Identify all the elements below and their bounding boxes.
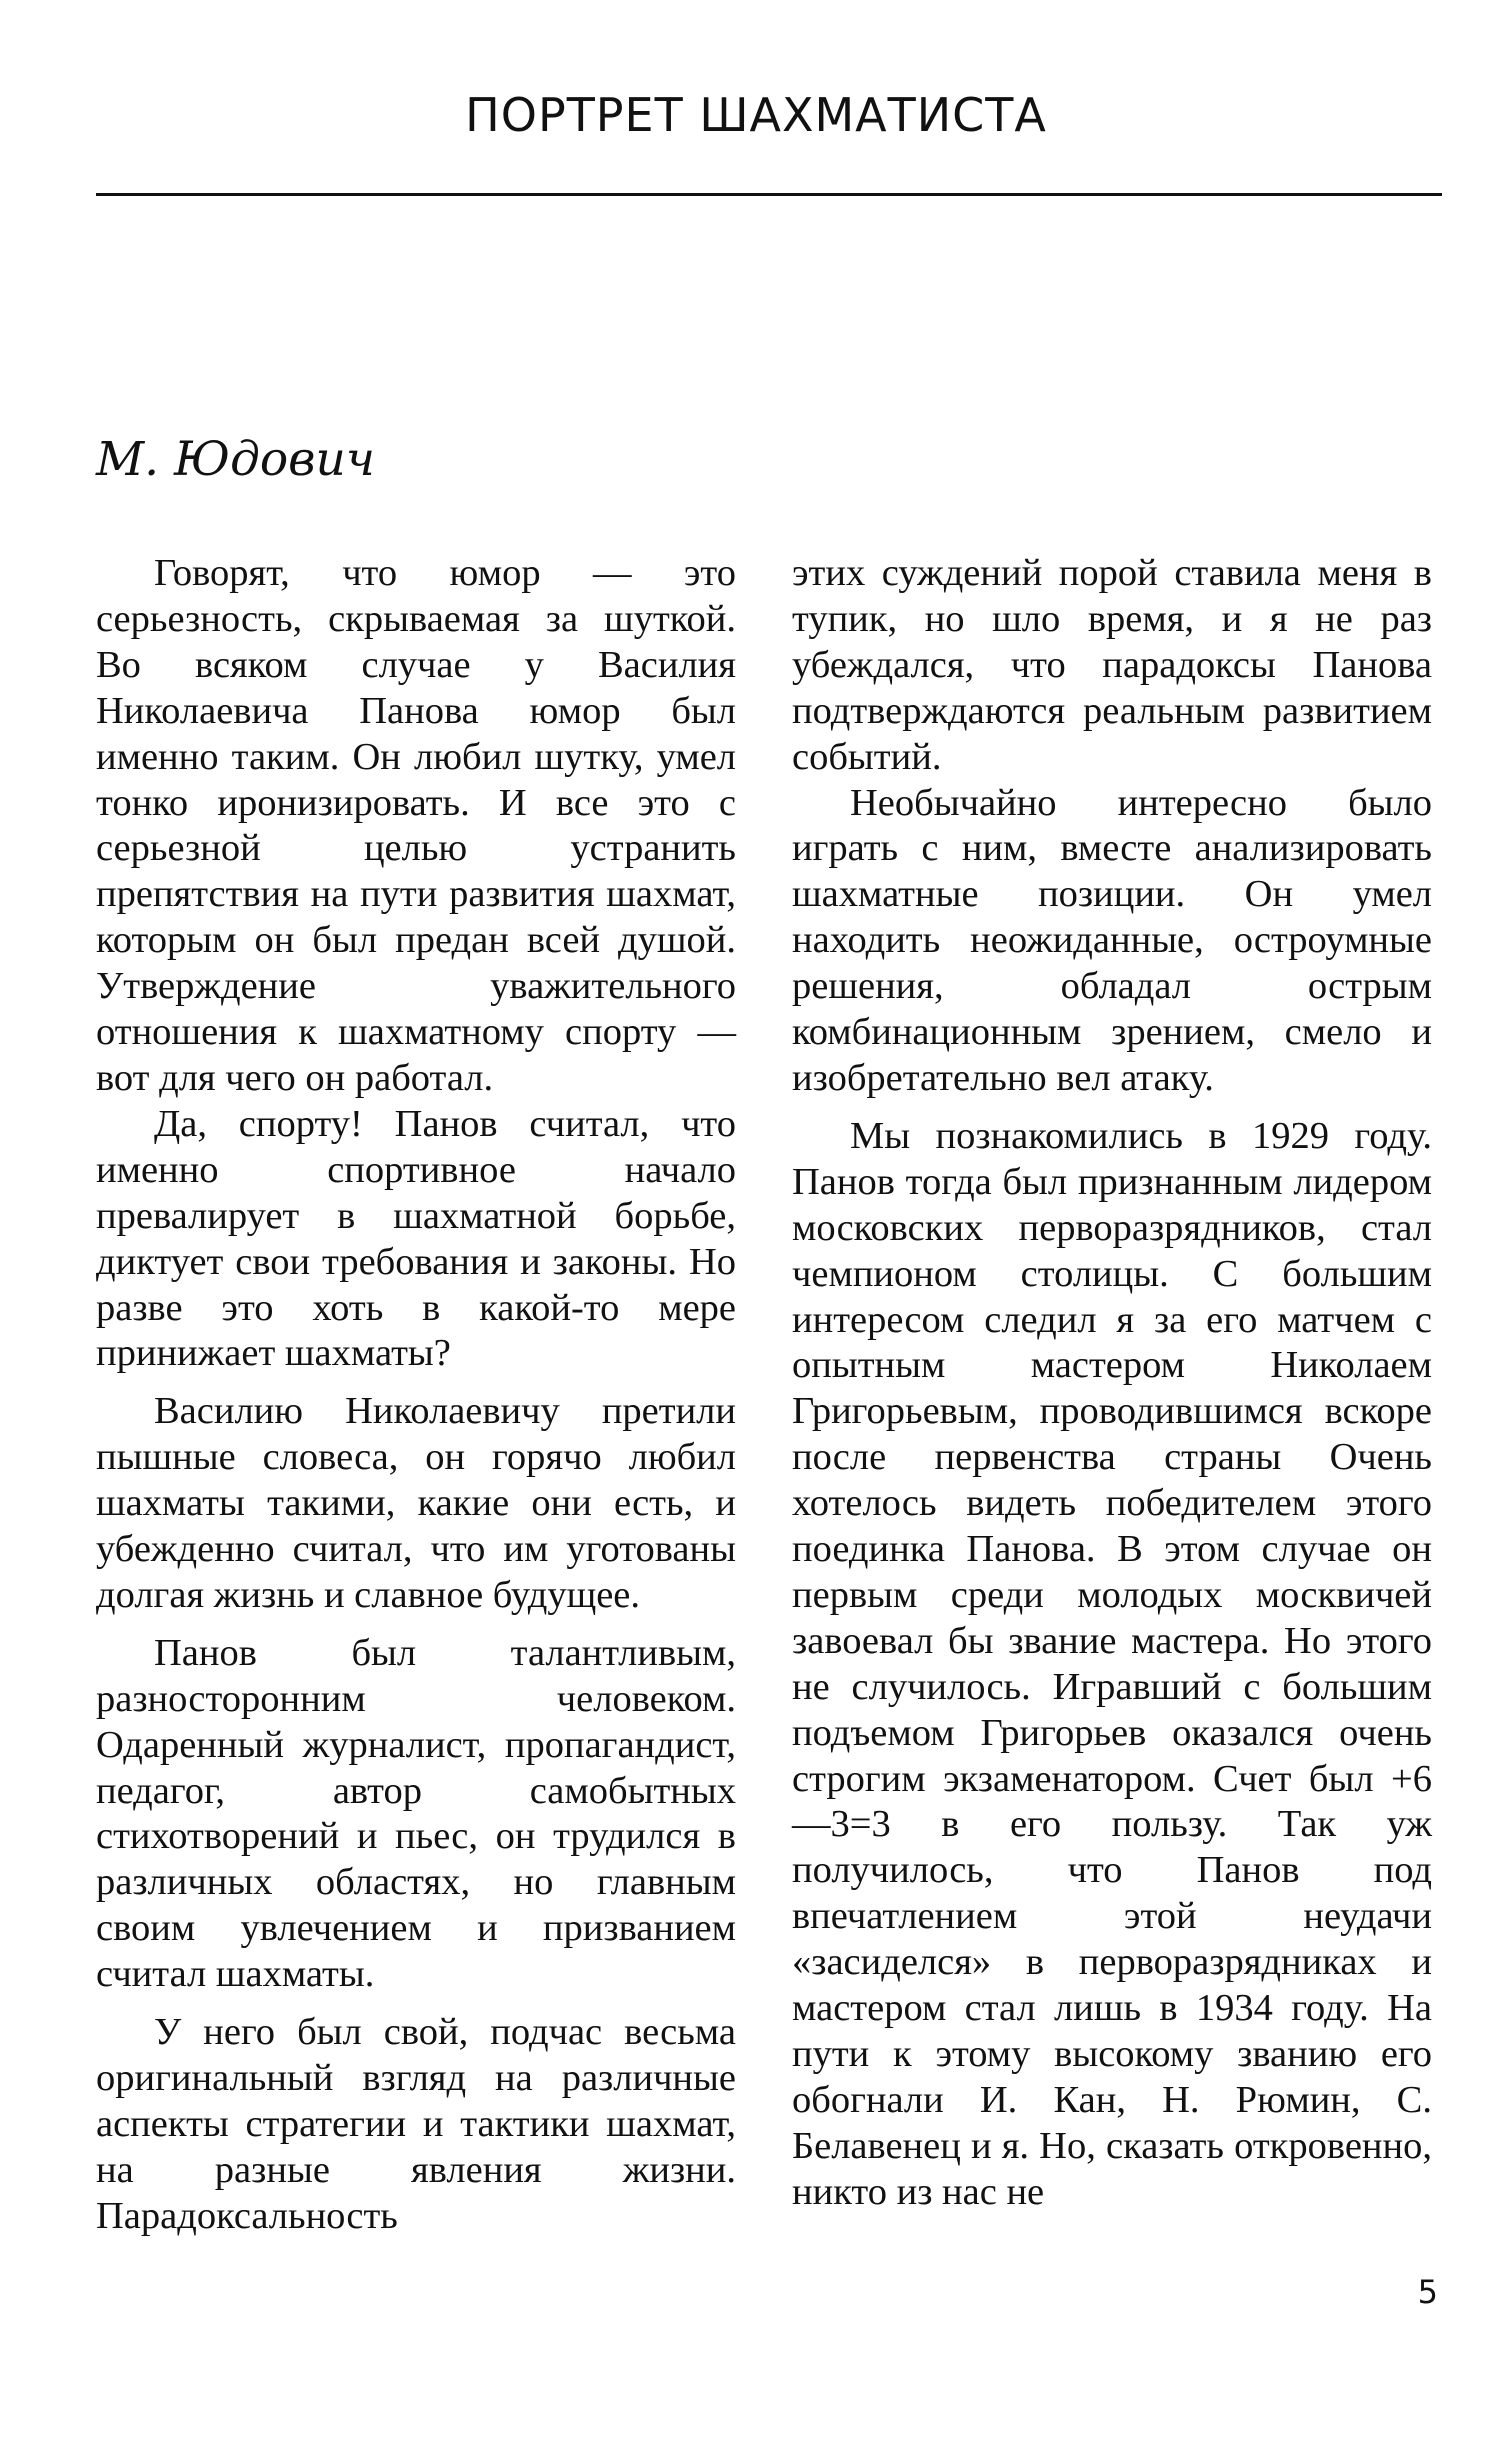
header-rule [96, 193, 1442, 196]
right-column [792, 551, 1432, 2216]
paragraph: Василию Николаевичу претили пышные словеса, он горячо любил шахматы такими, какие они есть, и убежденно считал, что им уготованы долгая жизнь и славное будущее. [96, 1390, 736, 1616]
paragraph: У него был свой, подчас весьма оригинальный взгляд на различные аспекты стратегии и тактики шахмат, на разные явления жизни. Парадоксальность [96, 2011, 736, 2237]
paragraph: Говорят, что юмор — это серьезность, скрываемая за шуткой. Во всяком случае у Василия Николаевича Панова юмор был именно таким. Он любил шутку, умел тонко иронизировать. И все это с серьезной целью устранить препятствия на пути развития шахмат, которым он был предан всей душой. Утверждение уважительного отношения к шахматному спорту — вот для чего он работал. [96, 552, 736, 1099]
paragraph: Мы познакомились в 1929 году. Панов тогда был признанным лидером московских перворазрядников, стал чемпионом столицы. С большим интересом следил я за его матчем с опытным мастером Николаем Григорьевым, проводившимся вскоре после первенства страны Очень хотелось видеть победителем этого поединка Панова. В этом случае он первым среди молодых москвичей завоевал бы звание мастера. Но этого не случилось. Игравший с большим подъемом Григорьев оказался очень строгим экзаменатором. Счет был +6—3=3 в его пользу. Так уж получилось, что Панов под впечатлением этой неудачи «засиделся» в перворазрядниках и мастером стал лишь в 1934 году. На пути к этому высокому званию его обогнали И. Кан, Н. Рюмин, С. Белавенец и я. Но, сказать откровенно, никто из нас не [792, 1114, 1432, 2213]
section-title: ПОРТРЕТ ШАХМАТИСТА [465, 88, 1047, 142]
left-column [96, 551, 736, 2240]
paragraph: этих суждений порой ставила меня в тупик, но шло время, и я не раз убеждался, что парадоксы Панова подтверждаются реальным развитием событий. [792, 552, 1432, 778]
paragraph: Необычайно интересно было играть с ним, вместе анализировать шахматные позиции. Он умел находить неожиданные, остроумные решения, обладал острым комбинационным зрением, смело и изобретательно вел атаку. [792, 781, 1432, 1099]
paragraph: Да, спорту! Панов считал, что именно спортивное начало превалирует в шахматной борьбе, диктует свои требования и законы. Но разве это хоть в какой-то мере принижает шахматы? [96, 1102, 736, 1375]
author-name: М. Юдович [96, 432, 376, 487]
paragraph: Панов был талантливым, разносторонним человеком. Одаренный журналист, пропагандист, педагог, автор самобытных стихотворений и пьес, он трудился в различных областях, но главным своим увлечением и призванием считал шахматы. [96, 1631, 736, 1996]
page-number: 5 [1417, 2273, 1438, 2311]
